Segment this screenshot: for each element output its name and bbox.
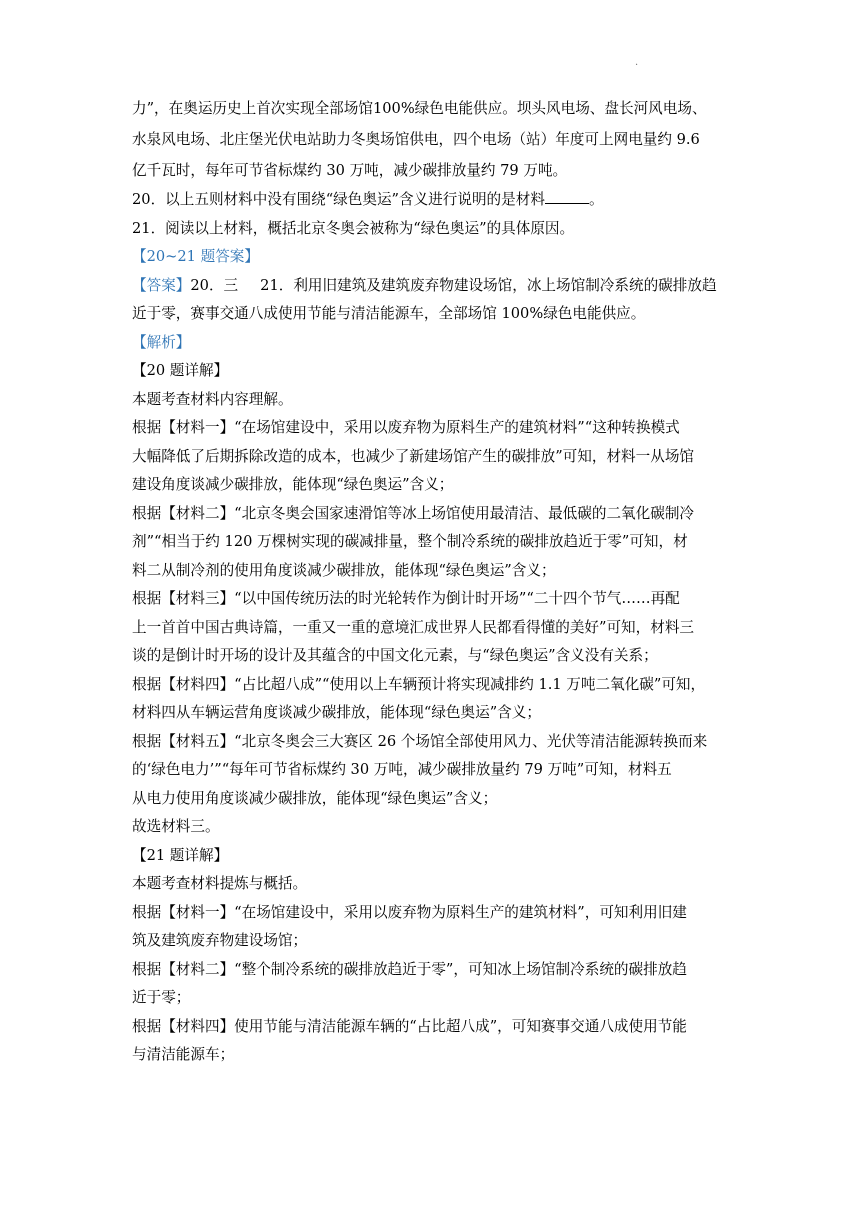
paragraph-line: 本题考查材料内容理解。 bbox=[132, 390, 293, 408]
answer-q21-line2: 近于零，赛事交通八成使用节能与清洁能源车，全部场馆 100%绿色电能供应。 bbox=[132, 305, 646, 322]
answer-blank bbox=[545, 187, 589, 204]
answer-header: 【20~21 题答案】 bbox=[132, 248, 259, 265]
paragraph-line: 剂”“相当于约 120 万棵树实现的碳减排量，整个制冷系统的碳排放趋近于零”可知，材 bbox=[132, 533, 688, 550]
question-20-end: 。 bbox=[588, 191, 604, 208]
page-content bbox=[132, 93, 732, 1070]
answer-q20: 20．三 bbox=[190, 276, 239, 294]
paragraph-line: 筑及建筑废弃物建设场馆； bbox=[132, 932, 308, 949]
paragraph-line: 大幅降低了后期拆除改造的成本，也减少了新建场馆产生的碳排放”可知，材料一从场馆 bbox=[132, 447, 695, 465]
paragraph-line: 根据【材料四】“占比超八成”“使用以上车辆预计将实现减排约 1.1 万吨二氧化碳”可知， bbox=[132, 675, 706, 693]
section-title: 【20 题详解】 bbox=[132, 362, 229, 379]
section-title: 【21 题详解】 bbox=[132, 846, 229, 864]
paragraph-line: 与清洁能源车； bbox=[132, 1046, 235, 1063]
paragraph-line: 建设角度谈减少碳排放，能体现“绿色奥运”含义； bbox=[132, 476, 454, 493]
paragraph-line: 本题考查材料提炼与概括。 bbox=[132, 875, 308, 892]
answer-line bbox=[132, 272, 732, 301]
paragraph-line: 根据【材料二】“整个制冷系统的碳排放趋近于零”，可知冰上场馆制冷系统的碳排放趋 bbox=[132, 960, 687, 978]
paragraph-line: 故选材料三。 bbox=[132, 818, 220, 835]
paragraph-line: 亿千瓦时，每年可节省标煤约 30 万吨，减少碳排放量约 79 万吨。 bbox=[132, 162, 568, 179]
analysis-tag: 【解析】 bbox=[132, 333, 191, 351]
question-20-text: 20．以上五则材料中没有围绕“绿色奥运”含义进行说明的是材料 bbox=[132, 191, 545, 208]
paragraph-line: 从电力使用角度谈减少碳排放，能体现“绿色奥运”含义； bbox=[132, 789, 498, 807]
answer-tag: 【答案】 bbox=[132, 276, 191, 294]
paragraph-line: 材料四从车辆运营角度谈减少碳排放，能体现“绿色奥运”含义； bbox=[132, 704, 541, 721]
paragraph-line: 根据【材料四】使用节能与清洁能源车辆的“占比超八成”，可知赛事交通八成使用节能 bbox=[132, 1017, 687, 1035]
page-mark: · bbox=[635, 60, 639, 71]
q21-detail-section bbox=[132, 842, 732, 1070]
paragraph-line: 根据【材料五】“北京冬奥会三大赛区 26 个场馆全部使用风力、光伏等清洁能源转换而来 bbox=[132, 732, 708, 750]
paragraph-line: 根据【材料二】“北京冬奥会国家速滑馆等冰上场馆使用最清洁、最低碳的二氧化碳制冷 bbox=[132, 504, 695, 522]
material-continuation bbox=[132, 93, 732, 186]
paragraph-line: 上一首首中国古典诗篇，一重又一重的意境汇成世界人民都看得懂的美好”可知，材料三 bbox=[132, 618, 695, 636]
question-21: 21．阅读以上材料，概括北京冬奥会被称为“绿色奥运”的具体原因。 bbox=[132, 219, 575, 237]
paragraph-line: 料二从制冷剂的使用角度谈减少碳排放，能体现“绿色奥运”含义； bbox=[132, 561, 556, 579]
paragraph-line: 的‘绿色电力’”“每年可节省标煤约 30 万吨，减少碳排放量约 79 万吨”可知，材料五 bbox=[132, 761, 672, 778]
paragraph-line: 力”，在奥运历史上首次实现全部场馆100%绿色电能供应。坝头风电场、盘长河风电场、 bbox=[132, 100, 707, 117]
paragraph-line: 根据【材料一】“在场馆建设中，采用以废弃物为原料生产的建筑材料”，可知利用旧建 bbox=[132, 903, 687, 921]
paragraph-line: 近于零； bbox=[132, 989, 191, 1006]
question-20 bbox=[132, 186, 732, 215]
answer-q21-line1: 21．利用旧建筑及建筑废弃物建设场馆，冰上场馆制冷系统的碳排放趋 bbox=[260, 276, 717, 294]
q20-detail-section bbox=[132, 357, 732, 842]
paragraph-line: 水泉风电场、北庄堡光伏电站助力冬奥场馆供电，四个电场（站）年度可上网电量约 9.6 bbox=[132, 131, 700, 148]
paragraph-line: 根据【材料一】“在场馆建设中，采用以废弃物为原料生产的建筑材料”“这种转换模式 bbox=[132, 419, 680, 436]
paragraph-line: 根据【材料三】“以中国传统历法的时光轮转作为倒计时开场”“二十四个节气……再配 bbox=[132, 590, 680, 607]
paragraph-line: 谈的是倒计时开场的设计及其蕴含的中国文化元素，与“绿色奥运”含义没有关系； bbox=[132, 647, 658, 664]
